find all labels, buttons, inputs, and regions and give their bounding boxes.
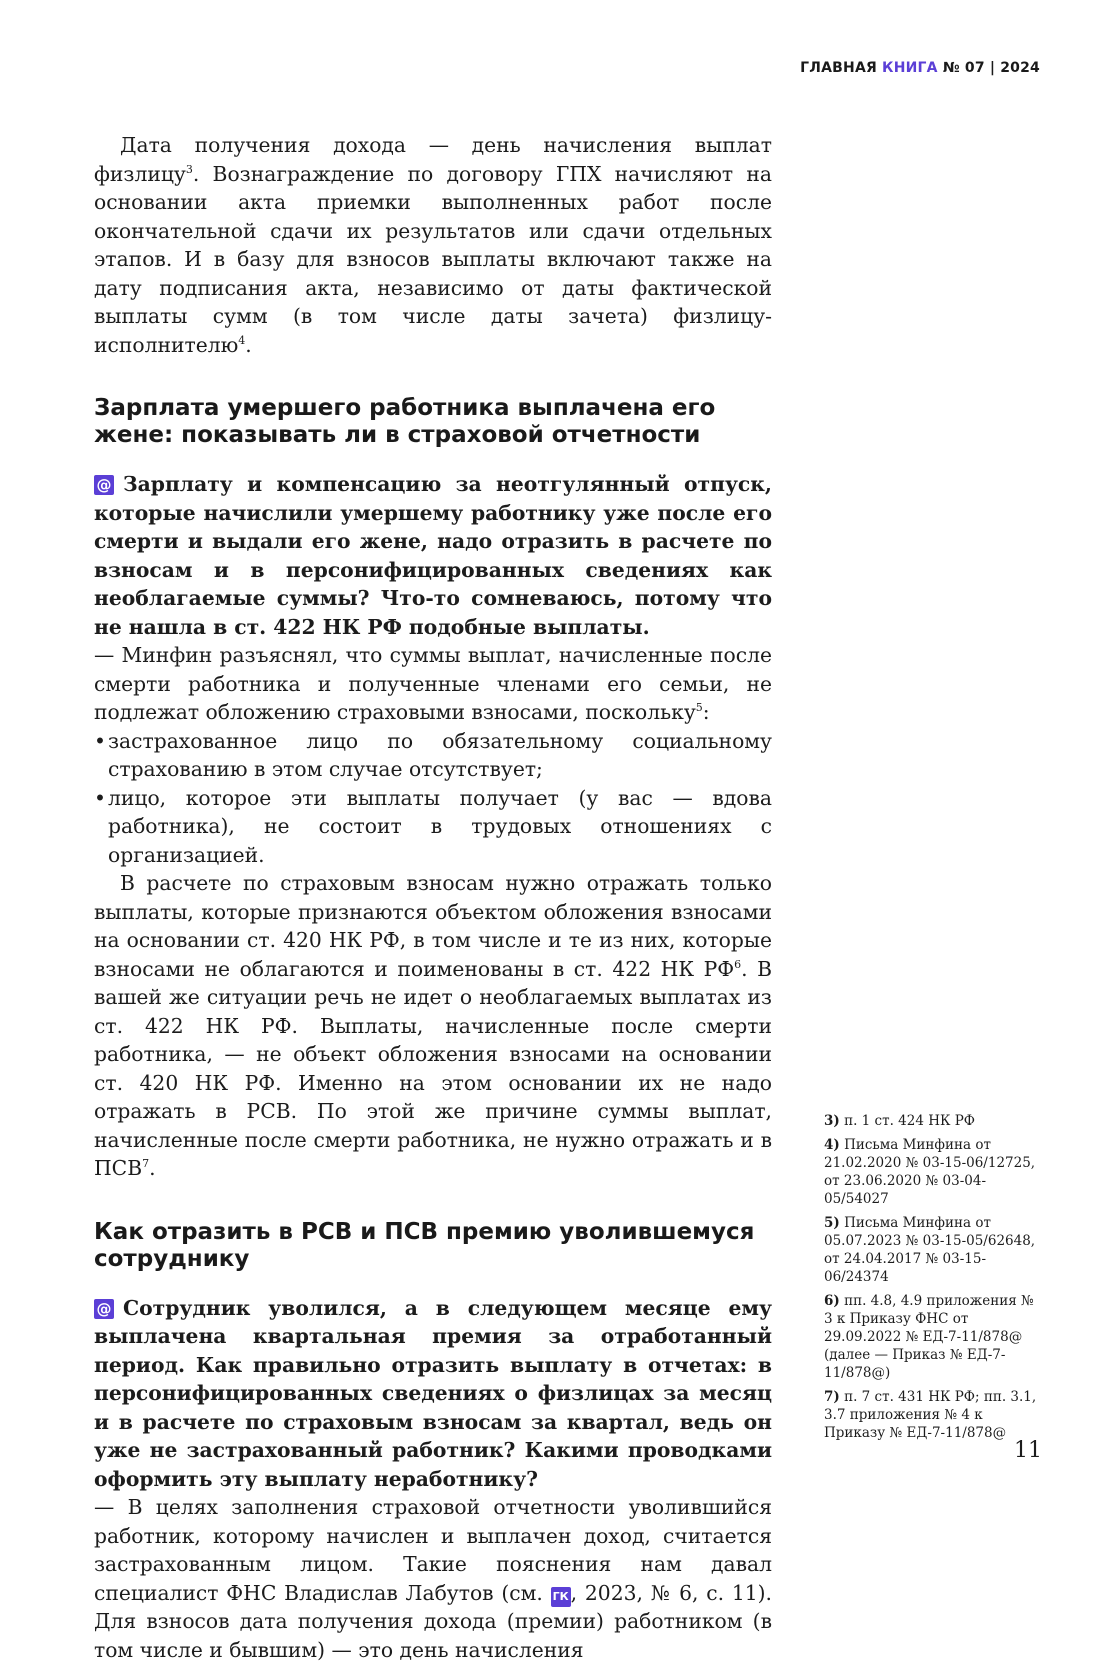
footnote-ref-7[interactable]: 7 (142, 1157, 150, 1171)
answer-2: — В целях заполнения страховой отчетности уволившийся работник, которому начислен и выплачен доход, считается застрахованным лицом. Такие пояснения нам давал специалист ФНС Владислав Лабутов (см. ГК, 2023, № 6, с. 11). Для взносов дата получения дохода (премии) работником (в том числе и бывшим) — это день начисления (94, 1495, 772, 1662)
footnotes (824, 1112, 1044, 1448)
footnote-4: 4) Письма Минфина от 21.02.2020 № 03-15-06/12725, от 23.06.2020 № 03-04-05/54027 (824, 1137, 1036, 1207)
footnote-ref-6[interactable]: 6 (734, 957, 742, 971)
header-magazine-name-2: КНИГА (882, 60, 938, 76)
reader-question-1: @ Зарплату и компенсацию за неотгулянный отпуск, которые начислили умершему работнику уже после его смерти и выдали его жене, надо отразить в расчете по взносам и в персонифицированных сведениях как необлагаемые суммы? Что-то сомневаюсь, потому что не нашла в ст. 422 НК РФ подобные выплаты. (94, 472, 772, 639)
answer-1-body: В расчете по страховым взносам нужно отражать только выплаты, которые признаются объектом обложения взносами на основании ст. 420 НК РФ, в том числе и те из них, которые взносами не облагаются и поименованы в ст. 422 НК $РФ^6$. В вашей же ситуации речь не идет о необлагаемых выплатах из ст. 422 НК РФ. Выплаты, начисленные после смерти работника, — не объект обложения взносами на основании ст. 420 НК РФ. Именно на этом основании их не надо отражать в РСВ. По этой же причине суммы выплат, начисленные после смерти работника, не нужно отражать и в ПСВ$^7$. (94, 871, 772, 1180)
reader-question-2: @ Сотрудник уволился, а в следующем месяце ему выплачена квартальная премия за отработанный период. Как правильно отразить выплату в отчетах: в персонифицированных сведениях о физлицах за месяц и в расчете по страховым взносам за квартал, ведь он уже не застрахованный работник? Какими проводками оформить эту выплату неработнику? (94, 1295, 772, 1491)
magazine-logo-icon: ГК (551, 1587, 571, 1607)
list-item: • лицо, которое эти выплаты получает (у вас — вдова работника), не состоит в трудовых отношениях с организацией. (94, 784, 772, 870)
header-magazine-name-1: ГЛАВНАЯ (800, 60, 877, 76)
email-question-icon: @ (94, 1299, 114, 1319)
list-item: • застрахованное лицо по обязательному социальному страхованию в этом случае отсутствует; (94, 727, 772, 784)
footnote-6: 6) пп. 4.8, 4.9 приложения № 3 к Приказу ФНС от 29.09.2022 № ЕД-7-11/878@ (далее — Приказ № ЕД-7-11/878@) (824, 1293, 1034, 1381)
email-question-icon: @ (94, 475, 114, 495)
running-header (800, 60, 1040, 76)
footnote-3: 3) п. 1 ст. 424 НК РФ (824, 1113, 976, 1129)
footnote-7: 7) п. 7 ст. 431 НК РФ; пп. 3.1, 3.7 приложения № 4 к Приказу № ЕД-7-11/878@ (824, 1389, 1037, 1441)
section-heading-deceased-employee: Зарплата умершего работника выплачена его жене: показывать ли в страховой отчетности (94, 395, 716, 448)
footnote-ref-3[interactable]: 3 (185, 162, 193, 176)
footnote-ref-4[interactable]: 4 (238, 333, 246, 347)
reasons-list (94, 727, 772, 870)
answer-1-intro: — Минфин разъяснял, что суммы выплат, начисленные после смерти работника и полученные членами его семьи, не подлежат обложению страховыми взносами, поскольку$^5$: (94, 643, 772, 724)
section-heading-bonus-former-employee: Как отразить в РСВ и ПСВ премию уволившемуся сотруднику (94, 1218, 755, 1272)
footnote-ref-5[interactable]: 5 (695, 701, 703, 715)
intro-paragraph: Дата получения дохода — день начисления выплат физлицу$^3$. Вознаграждение по договору ГПХ начисляют на основании акта приемки выполненных работ после окончательной сдачи их результатов или сдачи отдельных этапов. И в базу для взносов выплаты включают также на дату подписания акта, независимо от даты фактической выплаты сумм (в том числе даты зачета) физлицу-исполнителю$^4$. (94, 133, 772, 357)
main-column (94, 131, 772, 1664)
footnote-5: 5) Письма Минфина от 05.07.2023 № 03-15-05/62648, от 24.04.2017 № 03-15-06/24374 (824, 1215, 1036, 1285)
header-issue: № 07 | 2024 (942, 60, 1040, 76)
page-number: 11 (1014, 1438, 1042, 1463)
